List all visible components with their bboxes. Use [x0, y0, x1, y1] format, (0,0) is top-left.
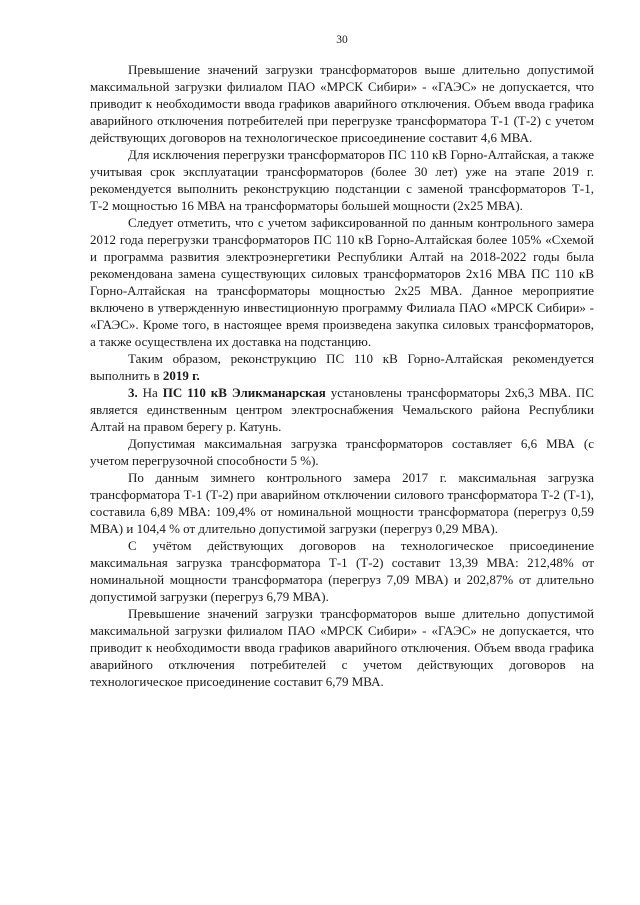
paragraph-reconstruction-recommendation: Для исключения перегрузки трансформаторов ПС 110 кВ Горно-Алтайская, а также учитывая срок эксплуатации трансформаторов (более 30 лет) уже на этапе 2019 г. рекомендуется выполнить реконструкцию подстанции с заменой трансформаторов Т-1, Т-2 мощностью 16 МВА на трансформаторы большей мощности (2х25 МВА). — [90, 147, 594, 213]
item-number: 3. — [128, 385, 138, 400]
document-page — [90, 34, 594, 690]
item-description: установлены трансформаторы 2х6,3 МВА. ПС является единственным центром электроснабжения Чемальского района Республики Алтай на правом берегу р. Катунь. — [90, 385, 594, 434]
conclusion-year: 2019 г. — [162, 368, 200, 383]
paragraph-contracts-load: С учётом действующих договоров на технологическое присоединение максимальная загрузка трансформатора Т-1 (Т-2) составит 13,39 МВА: 212,48% от номинальной мощности трансформатора (перегруз 7,09 МВА) и 202,87% от длительно допустимой загрузки (перегруз 6,79 МВА). — [90, 538, 594, 604]
page-number: 30 — [336, 34, 348, 46]
paragraph-development-program: Следует отметить, что с учетом зафиксированной по данным контрольного замера 2012 года перегрузки трансформаторов ПС 110 кВ Горно-Алтайская более 105% «Схемой и программа развития электроэнергетики Республики Алтай на 2018-2022 годы была рекомендована замена существующих силовых трансформаторов 2х16 МВА ПС 110 кВ Горно-Алтайская на трансформаторы мощностью 2х25 МВА. Данное мероприятие включено в утвержденную инвестиционную программу Филиала ПАО «МРСК Сибири» - «ГАЭС». Кроме того, в настоящее время произведена закупка силовых трансформаторов, а также осуществлена их доставка на подстанцию. — [90, 215, 594, 349]
paragraph-substation-elikmanarskaya — [90, 384, 594, 435]
paragraph-winter-measurement: По данным зимнего контрольного замера 2017 г. максимальная загрузка трансформатора Т-1 (Т-2) при аварийном отключении силового трансформатора Т-2 (Т-1), составила 6,89 МВА: 109,4% от номинальной мощности трансформатора (перегруз 0,59 МВА) и 104,4 % от длительно допустимой загрузки (перегруз 0,29 МВА). — [90, 470, 594, 536]
paragraph-overload-consequence: Превышение значений загрузки трансформаторов выше длительно допустимой максимальной загрузки филиалом ПАО «МРСК Сибири» - «ГАЭС» не допускается, что приводит к необходимости ввода графиков аварийного отключения. Объем ввода графика аварийного отключения потребителей при перегрузке трансформатора Т-1 (Т-2) с учетом действующих договоров на технологическое присоединение составит 4,6 МВА. — [90, 62, 594, 145]
paragraph-emergency-schedule: Превышение значений загрузки трансформаторов выше длительно допустимой максимальной загрузки филиалом ПАО «МРСК Сибири» - «ГАЭС» не допускается, что приводит к необходимости ввода графиков аварийного отключения. Объем ввода графика аварийного отключения потребителей с учетом действующих договоров на технологическое присоединение составит 6,79 МВА. — [90, 606, 594, 689]
conclusion-text: Таким образом, реконструкцию ПС 110 кВ Горно-Алтайская рекомендуется выполнить в — [90, 351, 594, 383]
item-prefix: На — [137, 385, 163, 400]
substation-name: ПС 110 кВ Эликманарская — [162, 385, 326, 400]
paragraph-conclusion — [90, 350, 594, 384]
paragraph-permissible-load: Допустимая максимальная загрузка трансформаторов составляет 6,6 МВА (с учетом перегрузочной способности 5 %). — [90, 436, 594, 468]
